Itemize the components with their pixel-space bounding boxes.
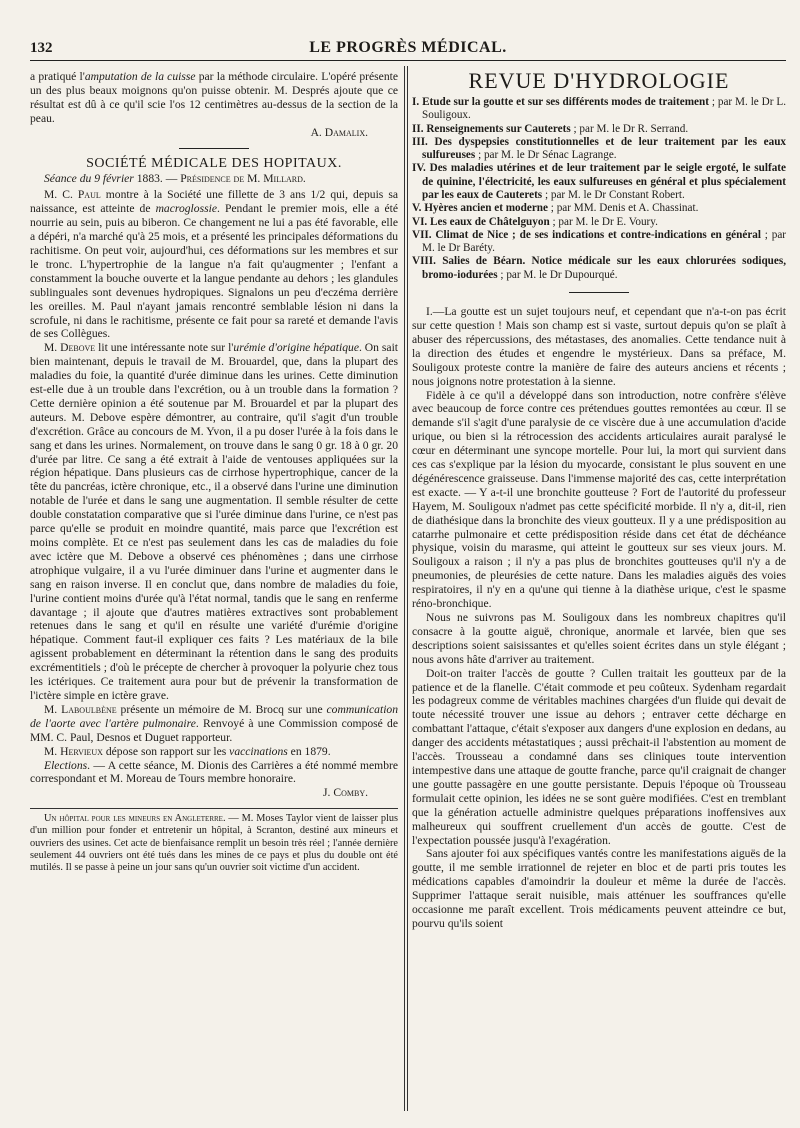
journal-title: LE PROGRÈS MÉDICAL. xyxy=(309,39,507,56)
text-run: dépose son rapport sur les xyxy=(102,744,230,758)
column-divider xyxy=(407,66,408,1111)
text-run-italic: amputation de la cuisse xyxy=(84,70,196,83)
text-run-italic: Elections xyxy=(44,758,88,772)
page-number: 132 xyxy=(30,40,53,56)
text-run: a pratiqué l' xyxy=(30,70,85,83)
body-paragraph: I.—La goutte est un sujet toujours neuf, et cependant que n'a-t-on pas écrit sur cette question ! Mais son champ est si vaste, surtout depuis qu'on se plaît à abuser des répercussions, des métastases, des anomalies. Cette tendance nuit à la direction des études et engendre le mystérieux. Dans sa préface, M. Souligoux proteste contre la manière de faire des auteurs anciens et récents ; nous joignons notre protestation à la sienne. xyxy=(412,305,786,388)
item-author: ; par M. le Dr Sénac Lagrange. xyxy=(475,149,617,162)
item-title: Climat de Nice ; de ses indications et contre-indications en général xyxy=(435,228,761,241)
contents-item xyxy=(412,229,786,256)
column-divider xyxy=(404,66,405,1111)
author-signature: J. Comby. xyxy=(323,786,368,800)
left-column xyxy=(30,70,398,874)
session-date: Séance du 9 février xyxy=(44,172,134,186)
body-paragraph: Sans ajouter foi aux spécifiques vantés contre les manifestations aiguës de la goutte, il me semble irrationnel de rejeter en bloc et de parti pris toutes les médications capables d'amoindrir la douleur et même la durée de l'accès. Supprimer l'attaque serait nuisible, mais atténuer les souffrances qu'elle occasionne me paraît excellent. Trois médicaments peuvent atteindre ce but, pourvu qu'ils soient xyxy=(412,847,786,930)
item-number: IV. xyxy=(412,162,426,175)
contents-item xyxy=(412,255,786,282)
section-rule xyxy=(569,292,629,293)
speaker-name: Laboulbène xyxy=(61,702,117,716)
contents-item xyxy=(412,162,786,202)
text-run: M. xyxy=(44,702,62,716)
footnote xyxy=(30,813,398,874)
item-title: Des maladies utérines et de leur traitement par le seigle ergoté, le sulfate de quinine, l'électricité, les eaux sulfureuses en général et plus spécialement par les eaux de Cauterets xyxy=(422,162,787,201)
text-run-italic: communication de l'aorte avec l'artère pulmonaire xyxy=(30,702,399,730)
contents-item xyxy=(412,123,786,136)
section-rule xyxy=(179,148,249,149)
item-author: ; par M. le Dr E. Voury. xyxy=(549,215,658,228)
body-paragraph xyxy=(30,703,398,745)
speaker-name: Paul xyxy=(77,188,101,202)
footnote-title: Un hôpital pour les mineurs en Angleterre. xyxy=(44,813,226,825)
text-run-italic: macroglossie xyxy=(155,202,217,216)
item-number: II. xyxy=(412,122,424,135)
text-run: M. xyxy=(44,341,61,355)
item-author: ; par M. le Dr Dupourqué. xyxy=(497,268,618,281)
item-author: ; par MM. Denis et A. Chassinat. xyxy=(548,202,699,215)
contents-item xyxy=(412,216,786,229)
footnote-text: — M. Moses Taylor vient de laisser plus d'un million pour fonder et entretenir un hôpital, à Scranton, destiné aux mineurs et ouvriers des usines. Cet acte de bienfaisance remplit un besoin très réel ; l'année dernière seulement 44 ouvriers ont été tués dans les mines de ce pays et plus du double ont été mutilés. Il se passe à peine un jour sans qu'un ouvrier soit victime d'un accident. xyxy=(30,813,399,874)
session-year: 1883. — xyxy=(133,172,181,186)
item-title: Les eaux de Châtelguyon xyxy=(430,215,550,228)
item-title: Etude sur la goutte et sur ses différents modes de traitement xyxy=(422,95,709,108)
item-author: ; par M. le Dr L. Souligoux. xyxy=(422,95,787,122)
body-paragraph: Fidèle à ce qu'il a développé dans son introduction, notre confrère s'élève avec beaucoup de force contre ces prétendues gouttes remontées au cœur. Il se demande s'il s'agit d'une paralysie de ce viscère due à une accumulation d'acide urique, ou bien si la rétrocession des accidents articulaires aurait paralysé le cœur en déterminant une syncope mortelle. Pour lui, la mort qui survient dans ces cas s'explique par la lésion du myocarde, consistant le plus souvent en une dégénérescence graisseuse. Dans l'immense majorité des cas, cette interprétation est exacte. — Y a-t-il une bronchite goutteuse ? Fort de l'autorité du professeur Hayem, M. Souligoux n'admet pas cette spécificité morbide. Il n'y a, dit-il, rien de diathésique dans la bronchite des vieux goutteux. Il y a une prédisposition au catarrhe pulmonaire et cette prédisposition réside dans cet état de déchéance physique, voisin du marasme, qui atteint le goutteux sur ses vieux jours. M. Souligoux a raison ; il n'y a pas plus de bronchites goutteuses qu'il n'y a de pneumonies, de pleurésies de cette nature. Dans les maladies aiguës des voies respiratoires, il n'y en a qu'une qui tienne à la diathèse urique, c'est le spasme réno-bronchique. xyxy=(412,388,786,611)
text-run: présente un mémoire de M. Brocq sur une xyxy=(116,702,327,716)
intro-signature: A. Damalix. xyxy=(310,125,368,139)
item-author: ; par M. le Dr R. Serrand. xyxy=(570,122,689,135)
text-run: . Renvoyé à une Commission composé de MM. C. Paul, Desnos et Duguet rapporteur. xyxy=(30,716,398,744)
item-number: III. xyxy=(412,135,428,148)
text-run: . On sait bien maintenant, depuis le travail de M. Brouardel, que, dans la plupart des maladies du foie, la quantité d'urée diminue dans les urines. Cette diminution est-elle due à un trouble dans l'excrétion, ou à un trouble dans la formation ? Cette dernière opinion a été soutenue par M. Brouardel et par la plupart des auteurs. M. Debove espère démontrer, au contraire, qu'il s'agit d'un trouble d'excrétion. Grâce au concours de M. Yvon, il a pu doser l'urée à la fois dans le sang et dans les urines. Normalement, on trouve dans le sang 0 gr. 18 à 0 gr. 20 d'urée par litre. Ce sang a été extrait à l'aide de ventouses appliquées sur la région hépatique. Dans plusieurs cas de cirrhose hypertrophique, cancer de la tête du pancréas, ictère chronique, etc., il a observé dans l'urine une diminution notable de l'urée et dans le sang une augmentation. Il semble résulter de cette double constatation comparative que si l'urée diminue dans l'urine, ce n'est pas parce qu'elle se produit en moindre quantité, mais parce que l'excrétion est moins complète. Et ce n'est pas seulement dans les cas de maladies du foie avec ictère que M. Debove a observé ces phénomènes ; dans une cirrhose atrophique vulgaire, il a vu l'urée diminuer dans l'urine et augmenter dans le sang en raison inverse. Il en conclut que, dans nombre de maladies du foie, l'urine contient moins d'urée qu'à l'état normal, tandis que le sang en renferme davantage ; il ajoute que d'autres matières extractives sont probablement retenues dans le sang et qu'il en résulte une variété d'urémie d'origine hépatique. Comment faut-il expliquer ces faits ? Les matériaux de la bile agissent probablement en déterminant la rétention dans le sang des produits excrémentitiels ; d'où le précepte de chercher à provoquer la polyurie chez tous les ictériques. Ce traitement aura pour but de prévenir la transformation de l'ictère simple en ictère grave. xyxy=(30,341,399,702)
page-header xyxy=(30,38,786,60)
text-run: montre à la Société une fillette de 3 ans 1/2 qui, depuis sa naissance, est atteinte de xyxy=(30,188,398,216)
session-line xyxy=(30,172,398,186)
right-column xyxy=(412,70,786,931)
text-run: . — A cette séance, M. Dionis des Carrières a été nommé membre correspondant et M. Moreau de Tours membre honoraire. xyxy=(30,758,398,786)
item-title: Hyères ancien et moderne xyxy=(424,202,548,215)
speaker-name: Hervieux xyxy=(60,744,103,758)
item-number: VI. xyxy=(412,215,428,228)
text-run: par la méthode circulaire. L'opéré présente un des plus beaux moignons qu'on puisse obtenir. M. Després ajoute que ce résultat est dû à ce qu'il scie l'os 12 centimètres au-dessus de la section de la peau. xyxy=(30,70,398,125)
intro-paragraph xyxy=(30,70,398,126)
text-run: lit une intéressante note sur l' xyxy=(95,341,234,355)
text-run: en 1879. xyxy=(287,744,331,758)
item-number: VII. xyxy=(412,228,432,241)
contents-item xyxy=(412,136,786,163)
body-paragraph: Nous ne suivrons pas M. Souligoux dans les nombreux chapitres qu'il consacre à la goutte aiguë, chronique, anormale et larvée, bien que ses descriptions soient saisissantes et qu'elles soient écrites dans un style élégant ; nous avons hâte d'arriver au traitement. xyxy=(412,611,786,666)
footnote-rule xyxy=(30,808,398,809)
header-rule xyxy=(30,60,786,61)
item-author: ; par M. le Dr Constant Robert. xyxy=(542,188,685,201)
text-run-italic: urémie d'origine hépatique xyxy=(233,341,359,355)
body-paragraph xyxy=(30,745,398,759)
text-run: M. xyxy=(44,744,61,758)
text-run: M. C. xyxy=(44,188,78,202)
text-run-italic: vaccinations xyxy=(229,744,288,758)
section-title: REVUE D'HYDROLOGIE xyxy=(468,68,730,93)
text-run: . Pendant le premier mois, elle a été nourrie au sein, puis au biberon. Ce changement ne lui a pas été favorable, elle a dépéri, n'a marché qu'à 25 mois, et a présenté les principales déformations du rachitisme. On peut voir, aujourd'hui, ces déformations sur les membres et sur le tronc. L'hypertrophie de la langue n'a fait qu'augmenter ; l'enfant a constamment la bouche ouverte et la langue pendante au dehors ; les glandules sublinguales sont devenues hydropiques. Signalons un peu d'eczéma derrière les oreilles. M. Paul n'ayant jamais rencontré semblable lésion ni dans la scrofule, ni dans le rachitisme, présente ce fait pour sa rareté et demande l'avis de ses Collègues. xyxy=(30,202,398,341)
society-title: SOCIÉTÉ MÉDICALE DES HOPITAUX. xyxy=(86,155,342,171)
item-title: Des dyspepsies constitutionnelles et de leur traitement par les eaux sulfureuses xyxy=(422,135,787,162)
contents-item xyxy=(412,202,786,215)
item-author: ; par M. le Dr Baréty. xyxy=(422,228,787,255)
body-paragraph xyxy=(30,759,398,787)
item-title: Renseignements sur Cauterets xyxy=(426,122,571,135)
body-paragraph xyxy=(30,341,398,703)
item-number: V. xyxy=(412,202,422,215)
item-number: VIII. xyxy=(412,255,436,268)
contents-list xyxy=(412,96,786,282)
body-paragraph xyxy=(30,188,398,341)
item-title: Salies de Béarn. Notice médicale sur les eaux chlorurées sodiques, bromo-iodurées xyxy=(422,255,787,281)
contents-item xyxy=(412,96,786,123)
body-paragraph: Doit-on traiter l'accès de goutte ? Cullen traitait les goutteux par de la patience et de la flanelle. C'était commode et peu coûteux. Sydenham regardait les podagreux comme de véritables machines chargées d'un fluide qui devait de toute nécessité trouver une issue au dehors ; entraver cette décharge en combattant l'attaque, c'était s'exposer aux dangers d'une explosion en dedans, au danger des accidents métastatiques ; aussi prêchait-il l'abstention au moment de l'accès. Trousseau a condamné dans ses cliniques toute intervention intempestive dans une attaque de goutte franche, parce qu'il craignait de changer une goutte passagère en une goutte persistante. Depuis l'époque où Trousseau formulait cette opinion, les idées ne se sont guère modifiées. C'est en tremblant que la génération actuelle administre quelques préparations inoffensives aux malheureux qui souffrent cruellement d'un accès de goutte. C'est de l'expectation poussée jusqu'à l'exagération. xyxy=(412,666,786,847)
item-number: I. xyxy=(412,95,420,108)
session-presidence: Présidence de M. Millard. xyxy=(180,172,306,186)
speaker-name: Debove xyxy=(60,341,96,355)
